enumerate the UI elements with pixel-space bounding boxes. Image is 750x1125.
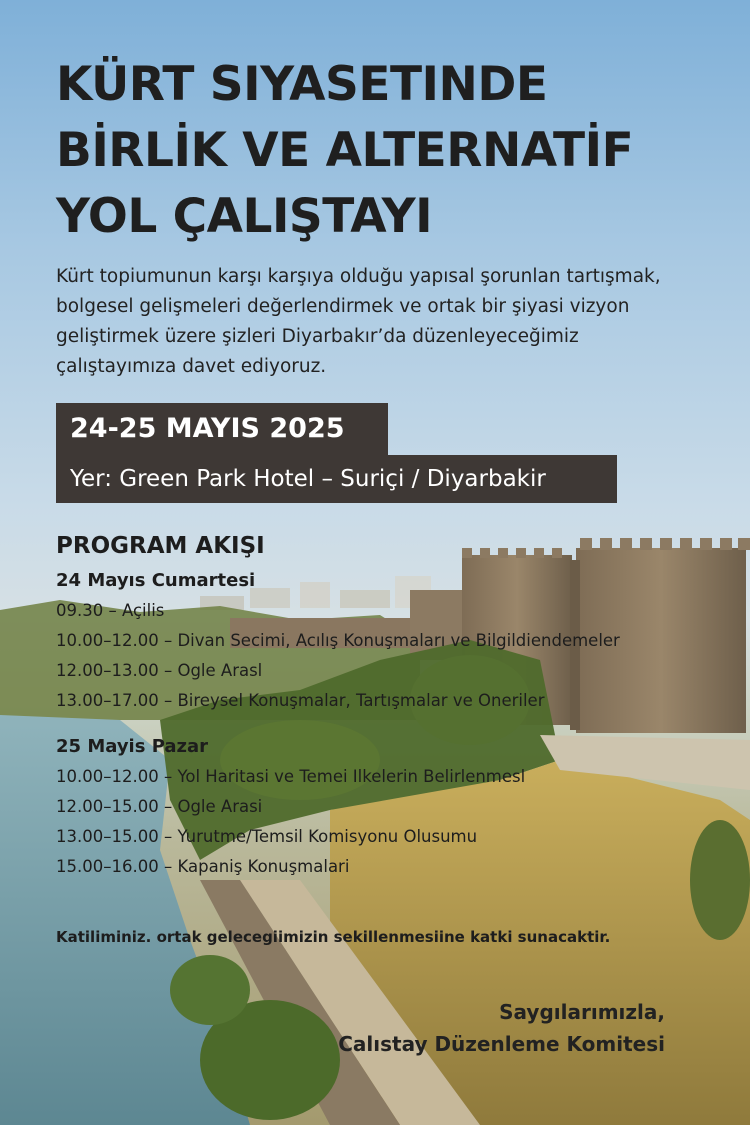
event-date: 24-25 MAYIS 2025 <box>56 403 388 455</box>
schedule-item: 13.00–15.00 – Yurutme/Temsil Komisyonu Olusumu <box>56 827 478 846</box>
signature-line: Saygılarımızla, <box>499 1000 665 1024</box>
event-venue: Yer: Green Park Hotel – Suriçi / Diyarbakir <box>56 455 617 503</box>
schedule-item: 12.00–13.00 – Ogle Arasl <box>56 661 263 680</box>
title-line: BİRLİK VE ALTERNATİF <box>56 123 634 178</box>
intro-line: geliştirmek üzere şizleri Diyarbakır’da düzenleyeceğimiz <box>56 326 579 347</box>
intro-paragraph <box>56 262 706 382</box>
schedule-item: 13.00–17.00 – Bireysel Konuşmalar, Tartışmalar ve Oneriler <box>56 691 545 710</box>
day-title: 24 Mayıs Cumartesi <box>56 570 256 591</box>
program-schedule <box>56 530 716 882</box>
program-title: PROGRAM AKIŞI <box>56 533 265 559</box>
page-title <box>56 52 633 250</box>
schedule-item: 15.00–16.00 – Kapaniş Konuşmalari <box>56 857 350 876</box>
schedule-item: 10.00–12.00 – Divan Secimi, Acılış Konuşmaları ve Bilgildiendemeler <box>56 631 620 650</box>
signature-line: Calıstay Düzenleme Komitesi <box>338 1032 665 1056</box>
schedule-item: 10.00–12.00 – Yol Haritasi ve Temei Ilkelerin Belirlenmesl <box>56 767 526 786</box>
intro-line: çalıştayımıza davet ediyoruz. <box>56 356 327 377</box>
intro-line: bolgesel gelişmeleri değerlendirmek ve ortak bir şiyasi vizyon <box>56 296 630 317</box>
intro-line: Kürt topiumunun karşı karşıya olduğu yapısal şorunlan tartışmak, <box>56 266 661 287</box>
day-title: 25 Mayis Pazar <box>56 736 209 757</box>
title-line: YOL ÇALIŞTAYI <box>56 189 433 244</box>
schedule-item: 09.30 – Açilis <box>56 601 165 620</box>
schedule-item: 12.00–15.00 – Ogle Arasi <box>56 797 263 816</box>
closing-note: Katiliminiz. ortak gelecegiimizin sekillenmesiine katki sunacaktir. <box>56 928 611 946</box>
title-line: KÜRT SIYASETINDE <box>56 57 548 112</box>
signature <box>338 996 665 1060</box>
